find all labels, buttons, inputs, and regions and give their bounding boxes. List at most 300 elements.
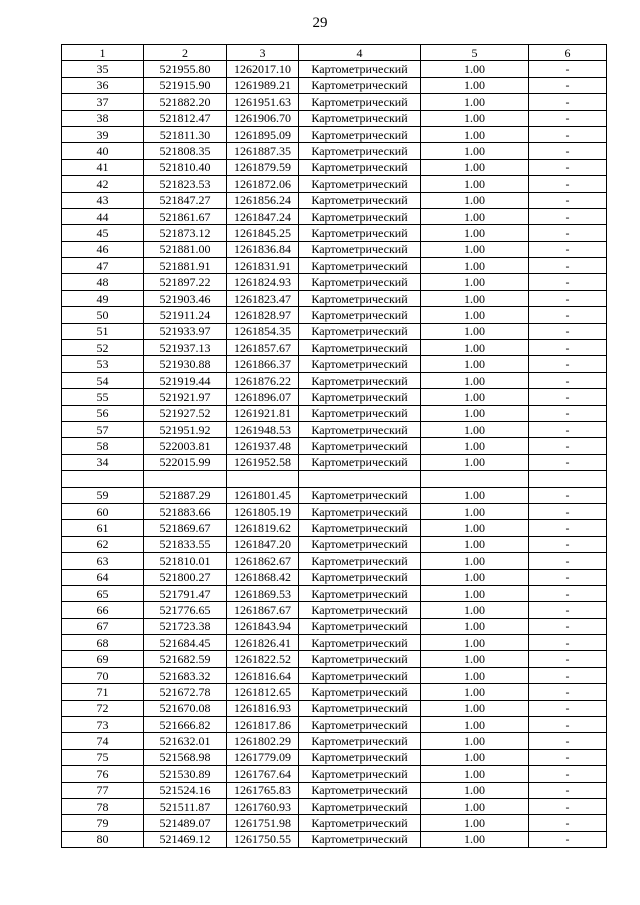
x-coordinate-cell: 521489.07 bbox=[144, 815, 227, 831]
description-cell: - bbox=[529, 585, 607, 601]
description-cell: - bbox=[529, 192, 607, 208]
x-coordinate-cell: 521951.92 bbox=[144, 421, 227, 437]
point-number-cell: 47 bbox=[62, 258, 144, 274]
x-coordinate-cell: 521883.66 bbox=[144, 503, 227, 519]
y-coordinate-cell: 1261854.35 bbox=[227, 323, 299, 339]
y-coordinate-cell: 1261750.55 bbox=[227, 831, 299, 847]
y-coordinate-cell: 1261895.09 bbox=[227, 126, 299, 142]
table-row bbox=[62, 372, 607, 388]
table-row bbox=[62, 438, 607, 454]
description-cell bbox=[529, 471, 607, 487]
table-row bbox=[62, 635, 607, 651]
accuracy-cell: 1.00 bbox=[421, 225, 529, 241]
x-coordinate-cell: 521683.32 bbox=[144, 667, 227, 683]
accuracy-cell: 1.00 bbox=[421, 290, 529, 306]
y-coordinate-cell: 1261751.98 bbox=[227, 815, 299, 831]
accuracy-cell: 1.00 bbox=[421, 454, 529, 470]
y-coordinate-cell: 1261876.22 bbox=[227, 372, 299, 388]
description-cell: - bbox=[529, 454, 607, 470]
accuracy-cell: 1.00 bbox=[421, 110, 529, 126]
description-cell: - bbox=[529, 143, 607, 159]
x-coordinate-cell: 521800.27 bbox=[144, 569, 227, 585]
method-cell: Картометрический bbox=[299, 717, 421, 733]
y-coordinate-cell: 1261862.67 bbox=[227, 553, 299, 569]
column-header-3: 3 bbox=[227, 45, 299, 61]
method-cell: Картометрический bbox=[299, 553, 421, 569]
x-coordinate-cell: 521930.88 bbox=[144, 356, 227, 372]
x-coordinate-cell: 521823.53 bbox=[144, 176, 227, 192]
table-row bbox=[62, 782, 607, 798]
description-cell: - bbox=[529, 700, 607, 716]
table-row bbox=[62, 618, 607, 634]
point-number-cell: 74 bbox=[62, 733, 144, 749]
method-cell: Картометрический bbox=[299, 635, 421, 651]
y-coordinate-cell: 1261869.53 bbox=[227, 585, 299, 601]
table-row bbox=[62, 536, 607, 552]
y-coordinate-cell: 1261831.91 bbox=[227, 258, 299, 274]
method-cell: Картометрический bbox=[299, 733, 421, 749]
x-coordinate-cell: 521887.29 bbox=[144, 487, 227, 503]
table-row bbox=[62, 126, 607, 142]
point-number-cell bbox=[62, 471, 144, 487]
x-coordinate-cell: 521833.55 bbox=[144, 536, 227, 552]
y-coordinate-cell: 1261951.63 bbox=[227, 94, 299, 110]
y-coordinate-cell: 1261906.70 bbox=[227, 110, 299, 126]
accuracy-cell: 1.00 bbox=[421, 618, 529, 634]
accuracy-cell: 1.00 bbox=[421, 77, 529, 93]
accuracy-cell: 1.00 bbox=[421, 258, 529, 274]
description-cell: - bbox=[529, 274, 607, 290]
description-cell: - bbox=[529, 356, 607, 372]
table-row bbox=[62, 651, 607, 667]
table-row bbox=[62, 307, 607, 323]
point-number-cell: 58 bbox=[62, 438, 144, 454]
x-coordinate-cell: 521882.20 bbox=[144, 94, 227, 110]
accuracy-cell: 1.00 bbox=[421, 503, 529, 519]
point-number-cell: 64 bbox=[62, 569, 144, 585]
table-row bbox=[62, 241, 607, 257]
table-row bbox=[62, 831, 607, 847]
table-row bbox=[62, 225, 607, 241]
x-coordinate-cell: 521869.67 bbox=[144, 520, 227, 536]
y-coordinate-cell: 1261952.58 bbox=[227, 454, 299, 470]
description-cell: - bbox=[529, 77, 607, 93]
description-cell: - bbox=[529, 831, 607, 847]
method-cell: Картометрический bbox=[299, 831, 421, 847]
y-coordinate-cell: 1261937.48 bbox=[227, 438, 299, 454]
column-header-6: 6 bbox=[529, 45, 607, 61]
point-number-cell: 43 bbox=[62, 192, 144, 208]
method-cell: Картометрический bbox=[299, 77, 421, 93]
description-cell: - bbox=[529, 241, 607, 257]
table-row bbox=[62, 274, 607, 290]
method-cell: Картометрический bbox=[299, 749, 421, 765]
accuracy-cell: 1.00 bbox=[421, 192, 529, 208]
accuracy-cell: 1.00 bbox=[421, 569, 529, 585]
accuracy-cell: 1.00 bbox=[421, 831, 529, 847]
description-cell: - bbox=[529, 651, 607, 667]
x-coordinate-cell: 521873.12 bbox=[144, 225, 227, 241]
description-cell: - bbox=[529, 749, 607, 765]
method-cell: Картометрический bbox=[299, 192, 421, 208]
method-cell: Картометрический bbox=[299, 487, 421, 503]
y-coordinate-cell: 1261887.35 bbox=[227, 143, 299, 159]
description-cell: - bbox=[529, 323, 607, 339]
description-cell: - bbox=[529, 798, 607, 814]
point-number-cell: 51 bbox=[62, 323, 144, 339]
accuracy-cell: 1.00 bbox=[421, 487, 529, 503]
table-row bbox=[62, 815, 607, 831]
table-row bbox=[62, 405, 607, 421]
accuracy-cell: 1.00 bbox=[421, 323, 529, 339]
x-coordinate-cell: 521469.12 bbox=[144, 831, 227, 847]
y-coordinate-cell: 1261921.81 bbox=[227, 405, 299, 421]
method-cell: Картометрический bbox=[299, 766, 421, 782]
x-coordinate-cell: 521808.35 bbox=[144, 143, 227, 159]
table-row bbox=[62, 667, 607, 683]
point-number-cell: 68 bbox=[62, 635, 144, 651]
x-coordinate-cell: 521903.46 bbox=[144, 290, 227, 306]
point-number-cell: 50 bbox=[62, 307, 144, 323]
description-cell: - bbox=[529, 208, 607, 224]
description-cell: - bbox=[529, 766, 607, 782]
point-number-cell: 46 bbox=[62, 241, 144, 257]
accuracy-cell: 1.00 bbox=[421, 241, 529, 257]
accuracy-cell: 1.00 bbox=[421, 553, 529, 569]
method-cell: Картометрический bbox=[299, 520, 421, 536]
method-cell: Картометрический bbox=[299, 340, 421, 356]
table-row bbox=[62, 585, 607, 601]
method-cell: Картометрический bbox=[299, 323, 421, 339]
description-cell: - bbox=[529, 438, 607, 454]
x-coordinate-cell: 521847.27 bbox=[144, 192, 227, 208]
y-coordinate-cell: 1261989.21 bbox=[227, 77, 299, 93]
method-cell: Картометрический bbox=[299, 536, 421, 552]
y-coordinate-cell: 1261801.45 bbox=[227, 487, 299, 503]
y-coordinate-cell: 1261867.67 bbox=[227, 602, 299, 618]
table-row bbox=[62, 553, 607, 569]
method-cell: Картометрический bbox=[299, 126, 421, 142]
table-row bbox=[62, 323, 607, 339]
point-number-cell: 76 bbox=[62, 766, 144, 782]
page-number: 29 bbox=[312, 15, 328, 31]
table-row bbox=[62, 356, 607, 372]
y-coordinate-cell bbox=[227, 471, 299, 487]
method-cell: Картометрический bbox=[299, 700, 421, 716]
y-coordinate-cell: 1261765.83 bbox=[227, 782, 299, 798]
accuracy-cell: 1.00 bbox=[421, 667, 529, 683]
method-cell: Картометрический bbox=[299, 61, 421, 77]
point-number-cell: 35 bbox=[62, 61, 144, 77]
x-coordinate-cell: 521672.78 bbox=[144, 684, 227, 700]
point-number-cell: 38 bbox=[62, 110, 144, 126]
point-number-cell: 53 bbox=[62, 356, 144, 372]
y-coordinate-cell: 1261866.37 bbox=[227, 356, 299, 372]
point-number-cell: 55 bbox=[62, 389, 144, 405]
x-coordinate-cell: 521933.97 bbox=[144, 323, 227, 339]
method-cell: Картометрический bbox=[299, 290, 421, 306]
x-coordinate-cell: 521568.98 bbox=[144, 749, 227, 765]
method-cell: Картометрический bbox=[299, 274, 421, 290]
description-cell: - bbox=[529, 405, 607, 421]
column-header-1: 1 bbox=[62, 45, 144, 61]
description-cell: - bbox=[529, 126, 607, 142]
table-row bbox=[62, 110, 607, 126]
point-number-cell: 75 bbox=[62, 749, 144, 765]
point-number-cell: 37 bbox=[62, 94, 144, 110]
point-number-cell: 45 bbox=[62, 225, 144, 241]
accuracy-cell: 1.00 bbox=[421, 766, 529, 782]
y-coordinate-cell: 1261760.93 bbox=[227, 798, 299, 814]
accuracy-cell: 1.00 bbox=[421, 602, 529, 618]
x-coordinate-cell: 521632.01 bbox=[144, 733, 227, 749]
accuracy-cell: 1.00 bbox=[421, 208, 529, 224]
x-coordinate-cell: 521921.97 bbox=[144, 389, 227, 405]
point-number-cell: 34 bbox=[62, 454, 144, 470]
method-cell: Картометрический bbox=[299, 389, 421, 405]
column-header-2: 2 bbox=[144, 45, 227, 61]
point-number-cell: 73 bbox=[62, 717, 144, 733]
table-row bbox=[62, 421, 607, 437]
point-number-cell: 44 bbox=[62, 208, 144, 224]
point-number-cell: 67 bbox=[62, 618, 144, 634]
point-number-cell: 65 bbox=[62, 585, 144, 601]
y-coordinate-cell: 1261805.19 bbox=[227, 503, 299, 519]
x-coordinate-cell: 521927.52 bbox=[144, 405, 227, 421]
point-number-cell: 78 bbox=[62, 798, 144, 814]
description-cell: - bbox=[529, 225, 607, 241]
x-coordinate-cell: 521810.01 bbox=[144, 553, 227, 569]
method-cell: Картометрический bbox=[299, 356, 421, 372]
description-cell: - bbox=[529, 487, 607, 503]
accuracy-cell: 1.00 bbox=[421, 421, 529, 437]
method-cell: Картометрический bbox=[299, 503, 421, 519]
y-coordinate-cell: 1261822.52 bbox=[227, 651, 299, 667]
point-number-cell: 42 bbox=[62, 176, 144, 192]
description-cell: - bbox=[529, 307, 607, 323]
table-row bbox=[62, 94, 607, 110]
description-cell: - bbox=[529, 815, 607, 831]
accuracy-cell: 1.00 bbox=[421, 798, 529, 814]
method-cell: Картометрический bbox=[299, 372, 421, 388]
x-coordinate-cell: 521776.65 bbox=[144, 602, 227, 618]
x-coordinate-cell: 521911.24 bbox=[144, 307, 227, 323]
x-coordinate-cell: 521919.44 bbox=[144, 372, 227, 388]
accuracy-cell: 1.00 bbox=[421, 126, 529, 142]
point-number-cell: 57 bbox=[62, 421, 144, 437]
x-coordinate-cell: 521530.89 bbox=[144, 766, 227, 782]
point-number-cell: 69 bbox=[62, 651, 144, 667]
method-cell: Картометрический bbox=[299, 618, 421, 634]
accuracy-cell bbox=[421, 471, 529, 487]
y-coordinate-cell: 1261948.53 bbox=[227, 421, 299, 437]
description-cell: - bbox=[529, 340, 607, 356]
table-row bbox=[62, 684, 607, 700]
method-cell: Картометрический bbox=[299, 421, 421, 437]
method-cell: Картометрический bbox=[299, 798, 421, 814]
description-cell: - bbox=[529, 520, 607, 536]
description-cell: - bbox=[529, 159, 607, 175]
x-coordinate-cell: 521511.87 bbox=[144, 798, 227, 814]
description-cell: - bbox=[529, 421, 607, 437]
table-row bbox=[62, 290, 607, 306]
x-coordinate-cell: 521524.16 bbox=[144, 782, 227, 798]
description-cell: - bbox=[529, 94, 607, 110]
y-coordinate-cell: 1261824.93 bbox=[227, 274, 299, 290]
point-number-cell: 52 bbox=[62, 340, 144, 356]
x-coordinate-cell bbox=[144, 471, 227, 487]
point-number-cell: 70 bbox=[62, 667, 144, 683]
description-cell: - bbox=[529, 176, 607, 192]
description-cell: - bbox=[529, 536, 607, 552]
method-cell: Картометрический bbox=[299, 258, 421, 274]
point-number-cell: 36 bbox=[62, 77, 144, 93]
point-number-cell: 39 bbox=[62, 126, 144, 142]
table-row bbox=[62, 700, 607, 716]
description-cell: - bbox=[529, 290, 607, 306]
accuracy-cell: 1.00 bbox=[421, 684, 529, 700]
table-row bbox=[62, 717, 607, 733]
point-number-cell: 62 bbox=[62, 536, 144, 552]
x-coordinate-cell: 521861.67 bbox=[144, 208, 227, 224]
point-number-cell: 40 bbox=[62, 143, 144, 159]
method-cell: Картометрический bbox=[299, 585, 421, 601]
column-header-4: 4 bbox=[299, 45, 421, 61]
x-coordinate-cell: 521812.47 bbox=[144, 110, 227, 126]
y-coordinate-cell: 1261836.84 bbox=[227, 241, 299, 257]
y-coordinate-cell: 1261779.09 bbox=[227, 749, 299, 765]
point-number-cell: 41 bbox=[62, 159, 144, 175]
point-number-cell: 79 bbox=[62, 815, 144, 831]
x-coordinate-cell: 521684.45 bbox=[144, 635, 227, 651]
y-coordinate-cell: 1261816.93 bbox=[227, 700, 299, 716]
point-number-cell: 60 bbox=[62, 503, 144, 519]
table-row bbox=[62, 389, 607, 405]
method-cell: Картометрический bbox=[299, 438, 421, 454]
description-cell: - bbox=[529, 635, 607, 651]
y-coordinate-cell: 1261856.24 bbox=[227, 192, 299, 208]
accuracy-cell: 1.00 bbox=[421, 176, 529, 192]
y-coordinate-cell: 1261817.86 bbox=[227, 717, 299, 733]
x-coordinate-cell: 521810.40 bbox=[144, 159, 227, 175]
point-number-cell: 54 bbox=[62, 372, 144, 388]
table-row bbox=[62, 77, 607, 93]
method-cell: Картометрический bbox=[299, 815, 421, 831]
table-gap-row bbox=[62, 471, 607, 487]
y-coordinate-cell: 1261802.29 bbox=[227, 733, 299, 749]
description-cell: - bbox=[529, 110, 607, 126]
method-cell: Картометрический bbox=[299, 110, 421, 126]
accuracy-cell: 1.00 bbox=[421, 356, 529, 372]
x-coordinate-cell: 521682.59 bbox=[144, 651, 227, 667]
y-coordinate-cell: 1261767.64 bbox=[227, 766, 299, 782]
method-cell: Картометрический bbox=[299, 225, 421, 241]
table-row bbox=[62, 340, 607, 356]
table-row bbox=[62, 602, 607, 618]
point-number-cell: 80 bbox=[62, 831, 144, 847]
table-header-row bbox=[62, 45, 607, 61]
table-row bbox=[62, 503, 607, 519]
table-row bbox=[62, 192, 607, 208]
accuracy-cell: 1.00 bbox=[421, 749, 529, 765]
description-cell: - bbox=[529, 503, 607, 519]
accuracy-cell: 1.00 bbox=[421, 700, 529, 716]
table-row bbox=[62, 798, 607, 814]
accuracy-cell: 1.00 bbox=[421, 536, 529, 552]
accuracy-cell: 1.00 bbox=[421, 274, 529, 290]
method-cell: Картометрический bbox=[299, 143, 421, 159]
x-coordinate-cell: 521811.30 bbox=[144, 126, 227, 142]
description-cell: - bbox=[529, 717, 607, 733]
x-coordinate-cell: 521881.91 bbox=[144, 258, 227, 274]
accuracy-cell: 1.00 bbox=[421, 520, 529, 536]
description-cell: - bbox=[529, 618, 607, 634]
y-coordinate-cell: 1261823.47 bbox=[227, 290, 299, 306]
table-row bbox=[62, 569, 607, 585]
table-row bbox=[62, 143, 607, 159]
y-coordinate-cell: 1261868.42 bbox=[227, 569, 299, 585]
point-number-cell: 49 bbox=[62, 290, 144, 306]
x-coordinate-cell: 521791.47 bbox=[144, 585, 227, 601]
point-number-cell: 71 bbox=[62, 684, 144, 700]
accuracy-cell: 1.00 bbox=[421, 372, 529, 388]
table-row bbox=[62, 176, 607, 192]
accuracy-cell: 1.00 bbox=[421, 782, 529, 798]
accuracy-cell: 1.00 bbox=[421, 717, 529, 733]
table-row bbox=[62, 159, 607, 175]
table-row bbox=[62, 487, 607, 503]
y-coordinate-cell: 1261816.64 bbox=[227, 667, 299, 683]
method-cell: Картометрический bbox=[299, 667, 421, 683]
y-coordinate-cell: 1261879.59 bbox=[227, 159, 299, 175]
table-row bbox=[62, 208, 607, 224]
method-cell: Картометрический bbox=[299, 208, 421, 224]
x-coordinate-cell: 521955.80 bbox=[144, 61, 227, 77]
x-coordinate-cell: 521723.38 bbox=[144, 618, 227, 634]
description-cell: - bbox=[529, 733, 607, 749]
method-cell: Картометрический bbox=[299, 602, 421, 618]
method-cell: Картометрический bbox=[299, 405, 421, 421]
y-coordinate-cell: 1261857.67 bbox=[227, 340, 299, 356]
y-coordinate-cell: 1261843.94 bbox=[227, 618, 299, 634]
method-cell: Картометрический bbox=[299, 176, 421, 192]
x-coordinate-cell: 521666.82 bbox=[144, 717, 227, 733]
point-number-cell: 59 bbox=[62, 487, 144, 503]
accuracy-cell: 1.00 bbox=[421, 61, 529, 77]
method-cell: Картометрический bbox=[299, 454, 421, 470]
y-coordinate-cell: 1261819.62 bbox=[227, 520, 299, 536]
method-cell: Картометрический bbox=[299, 569, 421, 585]
description-cell: - bbox=[529, 61, 607, 77]
y-coordinate-cell: 1261812.65 bbox=[227, 684, 299, 700]
y-coordinate-cell: 1261847.20 bbox=[227, 536, 299, 552]
method-cell: Картометрический bbox=[299, 159, 421, 175]
table-row bbox=[62, 258, 607, 274]
accuracy-cell: 1.00 bbox=[421, 143, 529, 159]
accuracy-cell: 1.00 bbox=[421, 405, 529, 421]
table-row bbox=[62, 61, 607, 77]
accuracy-cell: 1.00 bbox=[421, 815, 529, 831]
method-cell: Картометрический bbox=[299, 684, 421, 700]
point-number-cell: 63 bbox=[62, 553, 144, 569]
x-coordinate-cell: 522015.99 bbox=[144, 454, 227, 470]
description-cell: - bbox=[529, 684, 607, 700]
x-coordinate-cell: 521881.00 bbox=[144, 241, 227, 257]
method-cell bbox=[299, 471, 421, 487]
table-row bbox=[62, 766, 607, 782]
y-coordinate-cell: 1261826.41 bbox=[227, 635, 299, 651]
y-coordinate-cell: 1262017.10 bbox=[227, 61, 299, 77]
